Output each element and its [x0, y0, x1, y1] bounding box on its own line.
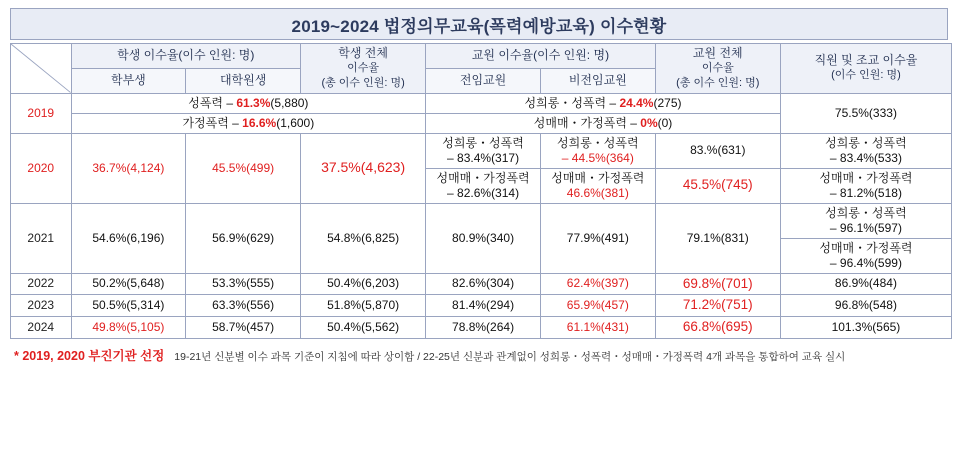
cell-2021-fulltime: 80.9%(340) — [426, 203, 541, 273]
cell-2020-fulltime-2-l2: – 82.6%(314) — [447, 185, 520, 200]
footnote-highlight: * 2019, 2020 부진기관 선정 — [14, 349, 165, 364]
value-2019-faculty-1: 24.4% — [619, 95, 654, 110]
cell-2020-parttime-2-l1: 성매매・가정폭력 — [551, 170, 645, 185]
cell-2023-student-total: 51.8%(5,870) — [301, 295, 426, 317]
cell-2020-fulltime-1-l1: 성희롱・성폭력 — [442, 135, 524, 150]
cell-2020-staff-1 — [780, 133, 951, 168]
cell-2022-faculty-total: 69.8%(701) — [655, 273, 780, 295]
cell-2022-undergrad: 50.2%(5,648) — [71, 273, 186, 295]
footnote-note: 19-21년 신분별 이수 과목 기준이 지침에 따라 상이함 / 22-25년 신분과 관계없이 성희롱・성폭력・성매매・가정폭력 4개 과목을 통합하여 교육 실시 — [174, 351, 846, 364]
cell-2021-staff-2-l2: – 96.4%(599) — [829, 255, 902, 270]
cell-2022-grad: 53.3%(555) — [186, 273, 301, 295]
cell-2019-faculty-line1 — [426, 93, 781, 113]
cell-2021-staff-1-l1: 성희롱・성폭력 — [825, 205, 907, 220]
cell-2023-fulltime: 81.4%(294) — [426, 295, 541, 317]
table-row — [11, 133, 952, 168]
cell-2022-parttime: 62.4%(397) — [540, 273, 655, 295]
cell-2020-parttime-1-l2: – 44.5%(364) — [561, 150, 634, 165]
cell-2020-fulltime-1 — [426, 133, 541, 168]
cell-2021-student-total: 54.8%(6,825) — [301, 203, 426, 273]
header-student-total-line1: 학생 전체 — [338, 46, 388, 60]
label-2019-student-2: 가정폭력 – — [182, 115, 243, 130]
compliance-table — [10, 43, 952, 339]
table-row — [11, 93, 952, 113]
footnote — [14, 346, 946, 364]
table-header-row-1 — [11, 44, 952, 69]
header-undergrad: 학부생 — [71, 68, 186, 93]
cell-2020-faculty-total-1: 83.%(631) — [655, 133, 780, 168]
row-year-2021: 2021 — [11, 203, 72, 273]
count-2019-faculty-1: (275) — [653, 95, 682, 110]
cell-2020-staff-2-l1: 성매매・가정폭력 — [819, 170, 913, 185]
header-faculty-total-line2: 이수율 — [701, 62, 734, 74]
cell-2021-undergrad: 54.6%(6,196) — [71, 203, 186, 273]
table-row — [11, 273, 952, 295]
cell-2020-parttime-2-l2: 46.6%(381) — [566, 185, 629, 200]
row-year-2020: 2020 — [11, 133, 72, 203]
cell-2023-staff: 96.8%(548) — [780, 295, 951, 317]
cell-2021-staff-1-l2: – 96.1%(597) — [829, 220, 902, 235]
cell-2021-staff-2 — [780, 238, 951, 273]
header-student-total-line3: (총 이수 인원: 명) — [321, 76, 405, 89]
header-staff-line2: (이수 인원: 명) — [831, 69, 901, 82]
cell-2024-undergrad: 49.8%(5,105) — [71, 317, 186, 339]
value-2019-faculty-2: 0% — [640, 115, 658, 130]
header-staff — [780, 44, 951, 94]
cell-2021-grad: 56.9%(629) — [186, 203, 301, 273]
header-student-total — [301, 44, 426, 94]
count-2019-student-1: (5,880) — [270, 95, 309, 110]
row-year-2019: 2019 — [11, 93, 72, 133]
label-2019-student-1: 성폭력 – — [188, 95, 237, 110]
cell-2024-grad: 58.7%(457) — [186, 317, 301, 339]
cell-2022-staff: 86.9%(484) — [780, 273, 951, 295]
header-staff-line1: 직원 및 조교 이수율 — [814, 53, 918, 68]
cell-2020-fulltime-1-l2: – 83.4%(317) — [447, 150, 520, 165]
cell-2023-undergrad: 50.5%(5,314) — [71, 295, 186, 317]
label-2019-faculty-2: 성매매・가정폭력 – — [533, 115, 641, 130]
cell-2019-staff: 75.5%(333) — [780, 93, 951, 133]
cell-2020-parttime-2 — [540, 168, 655, 203]
cell-2020-parttime-1 — [540, 133, 655, 168]
table-row — [11, 295, 952, 317]
cell-2020-fulltime-2 — [426, 168, 541, 203]
cell-2020-undergrad: 36.7%(4,124) — [71, 133, 186, 203]
count-2019-faculty-2: (0) — [657, 115, 673, 130]
cell-2020-staff-2 — [780, 168, 951, 203]
header-fulltime: 전임교원 — [426, 68, 541, 93]
header-student-rate: 학생 이수율(이수 인원: 명) — [71, 44, 301, 69]
cell-2020-student-total: 37.5%(4,623) — [301, 133, 426, 203]
cell-2020-staff-2-l2: – 81.2%(518) — [829, 185, 902, 200]
cell-2023-grad: 63.3%(556) — [186, 295, 301, 317]
page-title — [10, 8, 948, 40]
cell-2020-grad: 45.5%(499) — [186, 133, 301, 203]
count-2019-student-2: (1,600) — [276, 115, 315, 130]
cell-2024-student-total: 50.4%(5,562) — [301, 317, 426, 339]
header-grad: 대학원생 — [186, 68, 301, 93]
cell-2019-student-line2 — [71, 113, 426, 133]
cell-2024-fulltime: 78.8%(264) — [426, 317, 541, 339]
header-parttime: 비전임교원 — [540, 68, 655, 93]
cell-2021-staff-1 — [780, 203, 951, 238]
cell-2019-student-line1 — [71, 93, 426, 113]
header-student-total-line2: 이수율 — [347, 62, 380, 74]
row-year-2024: 2024 — [11, 317, 72, 339]
header-faculty-total — [655, 44, 780, 94]
cell-2020-faculty-total-2: 45.5%(745) — [655, 168, 780, 203]
cell-2020-parttime-1-l1: 성희롱・성폭력 — [557, 135, 639, 150]
cell-2020-staff-1-l1: 성희롱・성폭력 — [825, 135, 907, 150]
cell-2024-faculty-total: 66.8%(695) — [655, 317, 780, 339]
cell-2023-faculty-total: 71.2%(751) — [655, 295, 780, 317]
cell-2021-parttime: 77.9%(491) — [540, 203, 655, 273]
cell-2021-staff-2-l1: 성매매・가정폭력 — [819, 240, 913, 255]
cell-2021-faculty-total: 79.1%(831) — [655, 203, 780, 273]
header-faculty-total-line3: (총 이수 인원: 명) — [676, 76, 760, 89]
cell-2024-parttime: 61.1%(431) — [540, 317, 655, 339]
corner-diagonal-cell — [11, 44, 72, 94]
header-faculty-rate: 교원 이수율(이수 인원: 명) — [426, 44, 656, 69]
row-year-2023: 2023 — [11, 295, 72, 317]
cell-2020-fulltime-2-l1: 성매매・가정폭력 — [436, 170, 530, 185]
cell-2022-fulltime: 82.6%(304) — [426, 273, 541, 295]
table-row — [11, 203, 952, 238]
cell-2023-parttime: 65.9%(457) — [540, 295, 655, 317]
cell-2019-faculty-line2 — [426, 113, 781, 133]
value-2019-student-2: 16.6% — [242, 115, 277, 130]
table-row — [11, 317, 952, 339]
page-title-text: 2019~2024 법정의무교육(폭력예방교육) 이수현황 — [291, 16, 667, 36]
row-year-2022: 2022 — [11, 273, 72, 295]
cell-2024-staff: 101.3%(565) — [780, 317, 951, 339]
header-faculty-total-line1: 교원 전체 — [692, 46, 743, 60]
value-2019-student-1: 61.3% — [236, 95, 271, 110]
label-2019-faculty-1: 성희롱・성폭력 – — [524, 95, 620, 110]
cell-2020-staff-1-l2: – 83.4%(533) — [829, 150, 902, 165]
cell-2022-student-total: 50.4%(6,203) — [301, 273, 426, 295]
